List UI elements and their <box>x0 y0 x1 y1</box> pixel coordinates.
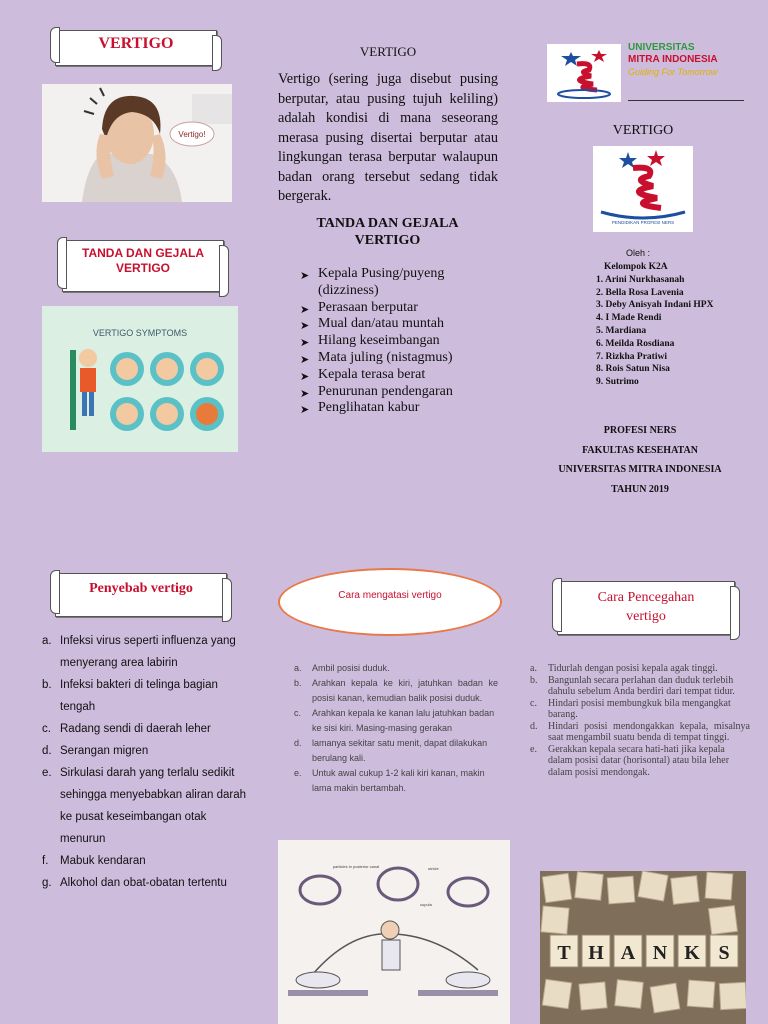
list-item: ➤ Mual dan/atau muntah <box>300 316 500 333</box>
causes-banner <box>55 573 227 617</box>
nurse-program-logo <box>593 146 693 232</box>
university-name <box>628 42 718 78</box>
list-item: ➤ Penglihatan kabur <box>300 400 500 417</box>
signs-symptoms-label: TANDA DAN GEJALA VERTIGO <box>82 246 204 275</box>
vertigo-definition: Vertigo (sering juga disebut pusing berputar, atau pusing tujuh keliling) adalah kondisi di mana seseorang merasa pusing disertai berputar atau lingkungan terasa berputar walaupun badan orang tersebut sedang tidak bergerak. <box>278 71 498 204</box>
prevention-banner <box>557 581 735 635</box>
list-item: e. Untuk awal cukup 1-2 kali kiri kanan, makin lama makin bertambah. <box>294 768 485 793</box>
list-item: ➤ Perasaan berputar <box>300 300 500 317</box>
header-divider <box>628 100 744 101</box>
list-item: 2. Bella Rosa Lavenia <box>596 287 684 298</box>
footer-line: UNIVERSITAS MITRA INDONESIA <box>558 464 722 475</box>
headache-woman-photo <box>42 84 232 202</box>
signs-symptoms-banner <box>62 240 224 292</box>
prevention-title: Cara Pencegahan vertigo <box>597 590 695 624</box>
university-logo-small <box>547 44 621 102</box>
list-item: d. Serangan migren <box>42 745 149 757</box>
thanks-tile: N <box>652 942 668 964</box>
list-item: ➤ Mata juling (nistagmus) <box>300 350 500 367</box>
epley-maneuver-diagram <box>278 840 510 1024</box>
list-item: 9. Sutrimo <box>596 377 639 388</box>
symptoms-card-title: VERTIGO SYMPTOMS <box>92 328 188 338</box>
list-item: b. Arahkan kepala ke kiri, jatuhkan badan ke posisi kanan, kemudian balik posisi duduk. <box>294 678 498 703</box>
list-item: 5. Mardiana <box>596 325 647 336</box>
list-item: f. Mabuk kendaran <box>42 855 146 867</box>
thanks-tile: A <box>620 942 636 964</box>
university-line2: MITRA INDONESIA <box>628 54 718 65</box>
thanks-tile: K <box>684 942 700 964</box>
prevention-list <box>530 663 750 778</box>
list-item: 3. Deby Anisyah Indani HPX <box>596 300 714 311</box>
signs-heading: TANDA DAN GEJALA VERTIGO <box>316 216 459 248</box>
vertigo-speech-bubble: Vertigo! <box>178 130 206 139</box>
causes-list <box>42 630 252 894</box>
group-name: Kelompok K2A <box>604 262 668 272</box>
footer-line: FAKULTAS KESEHATAN <box>582 444 698 456</box>
thanks-tiles-photo <box>540 871 746 1024</box>
vertigo-symptoms-illustration <box>42 306 238 452</box>
definition-heading: VERTIGO <box>359 44 417 59</box>
cover-title: VERTIGO <box>612 123 674 138</box>
list-item: e. Gerakkan kepala secara hati-hati jika kepala dalam posisi datar (horisontal) atau bila leher dalam posisi mendongak. <box>530 743 730 778</box>
list-item: ➤ Penurunan pendengaran <box>300 384 500 401</box>
list-item: c. Hindari posisi membungkuk bila mengangkat barang. <box>530 697 731 720</box>
list-item: 4. I Made Rendi <box>596 313 662 324</box>
list-item: b. Bangunlah secara perlahan dan duduk terlebih dahulu sebelum Anda berdiri dari tempat tidur. <box>530 674 735 697</box>
list-item: a. Ambil posisi duduk. <box>294 663 390 673</box>
list-item: 1. Arini Nurkhasanah <box>596 274 685 285</box>
list-item: 7. Rizkha Pratiwi <box>596 351 667 362</box>
list-item: ➤ Hilang keseimbangan <box>300 333 500 350</box>
list-item: 6. Meilda Rosdiana <box>596 338 675 349</box>
author-group <box>596 261 713 389</box>
treatment-steps <box>294 661 498 796</box>
causes-title: Penyebab vertigo <box>89 581 193 596</box>
thanks-tile: H <box>588 942 604 964</box>
list-item: b. Infeksi bakteri di telinga bagian tengah <box>42 679 218 713</box>
list-item: a. Infeksi virus seperti influenza yang menyerang area labirin <box>42 635 236 669</box>
university-line1: UNIVERSITAS <box>628 42 695 53</box>
vertigo-title-banner <box>55 30 217 66</box>
list-item: c. Arahkan kepala ke kanan lalu jatuhkan badan ke sisi kiri. Masing-masing gerakan <box>294 708 495 733</box>
vertigo-title: VERTIGO <box>98 35 174 52</box>
diagram-label: particles in posterior canal <box>332 864 380 869</box>
thanks-tile: T <box>557 942 571 964</box>
list-item: ➤ Kepala terasa berat <box>300 367 500 384</box>
list-item: e. Sirkulasi darah yang terlalu sedikit sehingga menyebabkan aliran darah ke pusat keseimbangan otak menurun <box>42 767 247 845</box>
list-item: g. Alkohol dan obat-obatan tertentu <box>42 877 227 889</box>
diagram-label: cupula <box>420 902 432 907</box>
list-item: d. lamanya sekitar satu menit, dapat dilakukan berulang kali. <box>294 738 488 763</box>
treatment-title: Cara mengatasi vertigo <box>338 590 442 601</box>
treatment-title-oval <box>278 568 502 636</box>
university-tagline: Guiding For Tomorrow <box>628 67 718 77</box>
list-item: c. Radang sendi di daerah leher <box>42 723 211 735</box>
footer-line: TAHUN 2019 <box>611 483 669 495</box>
list-item: 8. Rois Satun Nisa <box>596 364 670 375</box>
diagram-label: utricle <box>428 866 439 871</box>
list-item: a. Tidurlah dengan posisi kepala agak tinggi. <box>530 663 718 674</box>
cover-footer <box>540 421 740 499</box>
list-item: d. Hindari posisi mendongakkan kepala, misalnya saat mengambil suatu benda di tempat tinggi. <box>530 720 750 743</box>
logo-caption: PENDIDIKAN PROFESI NERS <box>611 220 675 225</box>
footer-line: PROFESI NERS <box>603 425 677 436</box>
thanks-tile: S <box>718 942 730 964</box>
symptom-list <box>300 266 500 417</box>
author-by-label: Oleh : <box>626 248 651 258</box>
list-item: ➤ Kepala Pusing/puyeng (dizziness) <box>300 266 500 300</box>
